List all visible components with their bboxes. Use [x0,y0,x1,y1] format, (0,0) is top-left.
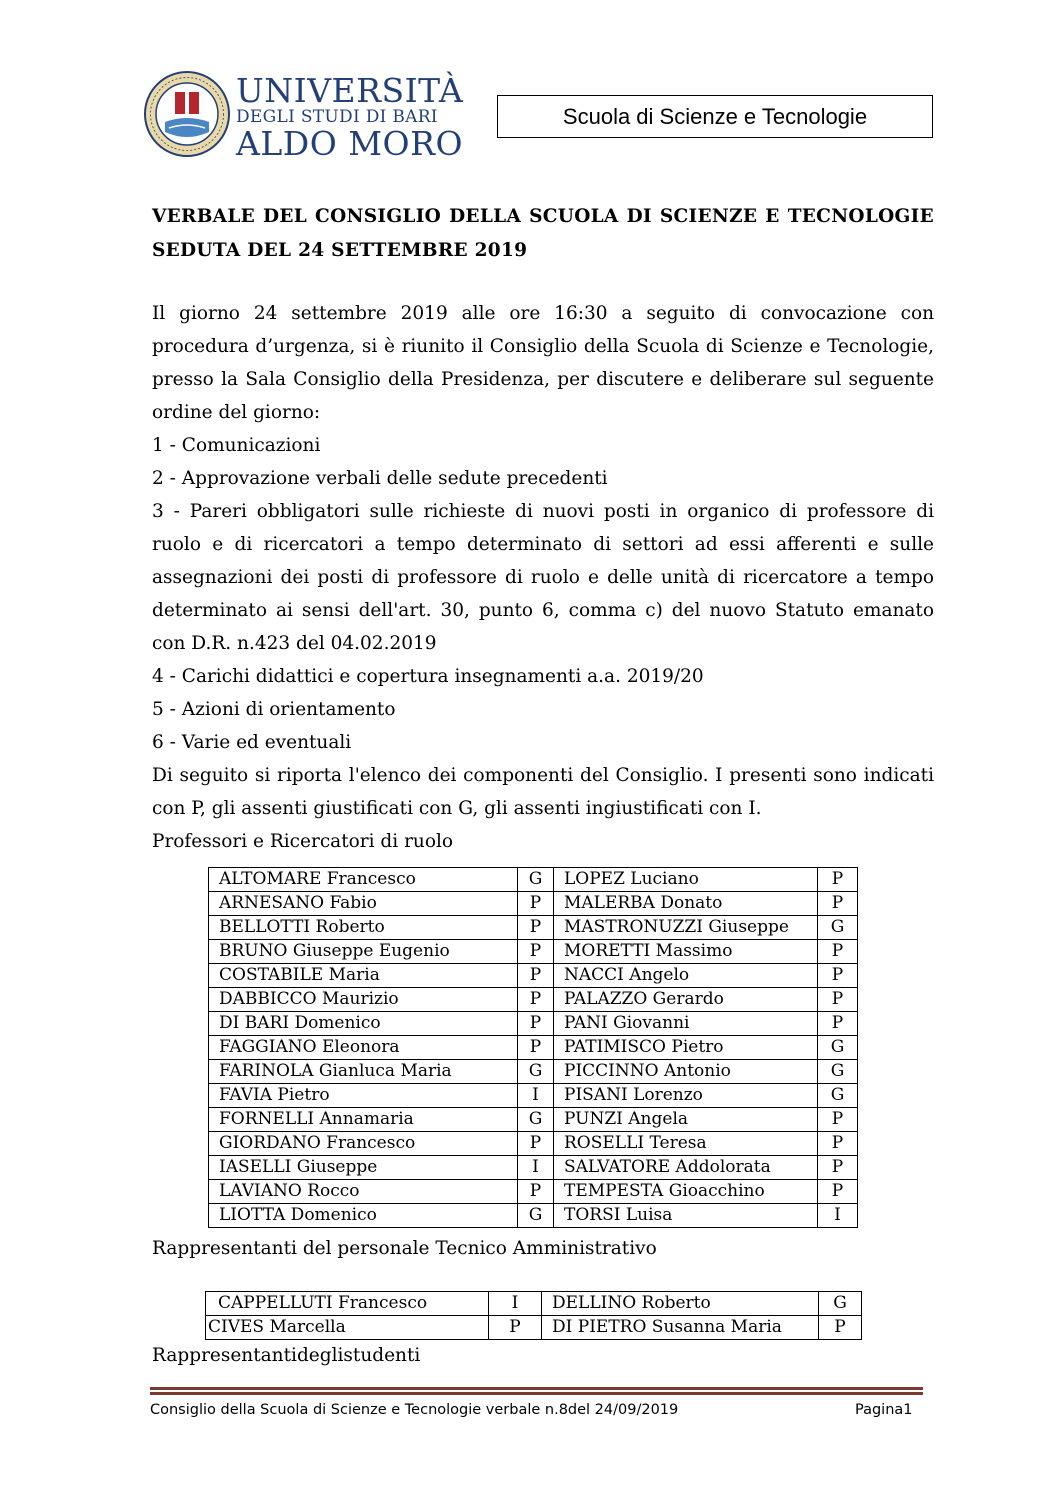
member-name: LIOTTA Domenico [209,1204,518,1228]
member-name: PATIMISCO Pietro [554,1036,818,1060]
table-row [206,1316,862,1340]
attendance-status: P [518,892,554,916]
member-name: PISANI Lorenzo [554,1084,818,1108]
agenda-item-1: 1 - Comunicazioni [152,435,321,456]
agenda-item-3: 3 - Pareri obbligatori sulle richieste di nuovi posti in organico di professore di ruolo e di ricercatori a tempo determinato di settori ad essi afferenti e sulle assegnazioni dei posti di professore di ruolo e delle unità di ricercatore a tempo determinato ai sensi dell'art. 30, punto 6, comma c) del nuovo Statuto emanato con D.R. n.423 del 04.02.2019 [152,501,934,654]
table-row [209,1036,858,1060]
document-title: VERBALE DEL CONSIGLIO DELLA SCUOLA DI SCIENZE E TECNOLOGIE SEDUTA DEL 24 SETTEMBRE 2019 [152,206,934,261]
attendance-status: P [518,1132,554,1156]
table-row [209,1084,858,1108]
attendance-status: G [818,1036,858,1060]
member-name: MALERBA Donato [554,892,818,916]
attendance-status: P [518,940,554,964]
member-name: MORETTI Massimo [554,940,818,964]
attendance-status: P [518,988,554,1012]
member-name: COSTABILE Maria [209,964,518,988]
document-body [152,297,934,858]
attendance-status: P [818,940,858,964]
member-name: FARINOLA Gianluca Maria [209,1060,518,1084]
logo-wordmark-line3: ALDO MORO [236,124,463,163]
attendance-status: P [818,868,858,892]
agenda-item-5: 5 - Azioni di orientamento [152,699,396,720]
attendance-status: P [818,1156,858,1180]
attendance-status: I [489,1292,542,1316]
table-row [209,964,858,988]
member-name: BELLOTTI Roberto [209,916,518,940]
legend-paragraph: Di seguito si riporta l'elenco dei componenti del Consiglio. I presenti sono indicati con P, gli assenti giustificati con G, gli assenti ingiustificati con I. [152,765,934,819]
member-name: CAPPELLUTI Francesco [206,1292,489,1316]
attendance-status: G [819,1292,862,1316]
member-name: NACCI Angelo [554,964,818,988]
attendance-status: P [518,1036,554,1060]
member-name: LAVIANO Rocco [209,1180,518,1204]
member-name: ARNESANO Fabio [209,892,518,916]
attendance-status: P [818,1180,858,1204]
table-row [209,988,858,1012]
member-name: BRUNO Giuseppe Eugenio [209,940,518,964]
member-name: TEMPESTA Gioacchino [554,1180,818,1204]
table-row [209,1060,858,1084]
attendance-status: P [518,916,554,940]
section-heading-students: Rappresentantideglistudenti [152,1345,421,1366]
attendance-status: P [518,1012,554,1036]
attendance-status: P [818,892,858,916]
member-name: MASTRONUZZI Giuseppe [554,916,818,940]
attendance-status: I [518,1156,554,1180]
member-name: FORNELLI Annamaria [209,1108,518,1132]
section-heading-professors: Professori e Ricercatori di ruolo [152,831,454,852]
attendance-status: P [818,1108,858,1132]
member-name: PICCINNO Antonio [554,1060,818,1084]
attendance-status: G [818,916,858,940]
professors-table [208,867,858,1228]
page-number: Pagina1 [855,1402,913,1418]
member-name: PANI Giovanni [554,1012,818,1036]
member-name: DELLINO Roberto [542,1292,819,1316]
table-row [209,868,858,892]
attendance-status: G [818,1060,858,1084]
member-name: IASELLI Giuseppe [209,1156,518,1180]
logo-wordmark-line1: UNIVERSITÀ [236,71,464,110]
attendance-status: P [818,1012,858,1036]
attendance-status: G [518,868,554,892]
member-name: DI BARI Domenico [209,1012,518,1036]
university-seal-icon [143,70,231,158]
table-row [209,1132,858,1156]
table-row [209,1108,858,1132]
member-name: DABBICCO Maurizio [209,988,518,1012]
table-row [206,1292,862,1316]
table-row [209,1156,858,1180]
member-name: ROSELLI Teresa [554,1132,818,1156]
member-name: PALAZZO Gerardo [554,988,818,1012]
member-name: GIORDANO Francesco [209,1132,518,1156]
footer-text: Consiglio della Scuola di Scienze e Tecnologie verbale n.8del 24/09/2019 [150,1402,679,1418]
attendance-status: P [819,1316,862,1340]
member-name: DI PIETRO Susanna Maria [542,1316,819,1340]
university-logo [143,70,464,163]
attendance-status: P [818,964,858,988]
attendance-status: P [518,1180,554,1204]
school-name-box: Scuola di Scienze e Tecnologie [497,95,933,138]
table-row [209,1204,858,1228]
attendance-status: P [489,1316,542,1340]
section-heading-staff: Rappresentanti del personale Tecnico Amministrativo [152,1238,657,1259]
intro-paragraph: Il giorno 24 settembre 2019 alle ore 16:30 a seguito di convocazione con procedura d’urgenza, si è riunito il Consiglio della Scuola di Scienze e Tecnologie, presso la Sala Consiglio della Presidenza, per discutere e deliberare sul seguente ordine del giorno: [152,303,934,423]
attendance-status: G [818,1084,858,1108]
staff-table [205,1291,862,1340]
agenda-item-6: 6 - Varie ed eventuali [152,732,352,753]
table-row [209,916,858,940]
attendance-status: G [518,1060,554,1084]
attendance-status: P [818,988,858,1012]
attendance-status: I [518,1084,554,1108]
member-name: LOPEZ Luciano [554,868,818,892]
member-name: TORSI Luisa [554,1204,818,1228]
attendance-status: P [818,1132,858,1156]
member-name: ALTOMARE Francesco [209,868,518,892]
table-row [209,1012,858,1036]
member-name: SALVATORE Addolorata [554,1156,818,1180]
member-name: FAVIA Pietro [209,1084,518,1108]
member-name: FAGGIANO Eleonora [209,1036,518,1060]
attendance-status: G [518,1108,554,1132]
attendance-status: P [518,964,554,988]
agenda-item-4: 4 - Carichi didattici e copertura insegnamenti a.a. 2019/20 [152,666,704,687]
table-row [209,1180,858,1204]
table-row [209,892,858,916]
logo-wordmark-line2: DEGLI STUDI DI BARI [236,107,438,127]
table-row [209,940,858,964]
member-name: PUNZI Angela [554,1108,818,1132]
attendance-status: I [818,1204,858,1228]
agenda-item-2: 2 - Approvazione verbali delle sedute precedenti [152,468,608,489]
member-name: CIVES Marcella [206,1316,489,1340]
footer-rule [150,1387,923,1395]
attendance-status: G [518,1204,554,1228]
